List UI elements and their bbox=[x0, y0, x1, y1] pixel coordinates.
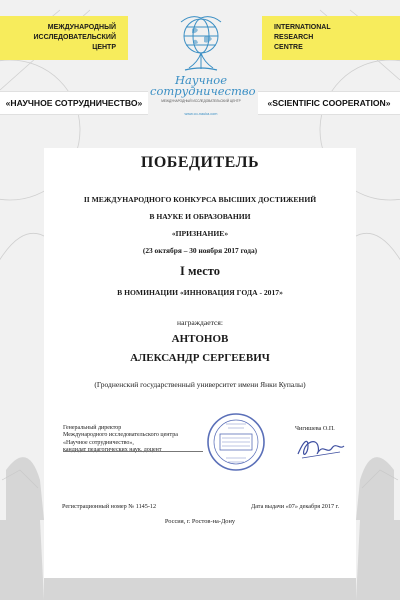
director-line: Генеральный директор bbox=[63, 425, 122, 431]
director-line: «Научное сотрудничество», bbox=[63, 439, 134, 446]
nomination: В НОМИНАЦИИ «ИННОВАЦИЯ ГОДА - 2017» bbox=[117, 288, 283, 297]
logo-title-line1: Научное bbox=[174, 73, 227, 87]
globe-tree-icon bbox=[171, 12, 231, 74]
logo-subtitle: МЕЖДУНАРОДНЫЙ ИССЛЕДОВАТЕЛЬСКИЙ ЦЕНТР bbox=[161, 99, 241, 103]
recipient-surname: АНТОНОВ bbox=[171, 333, 229, 345]
contest-dates: (23 октября – 30 ноября 2017 года) bbox=[142, 246, 258, 255]
center-name-ru-line: МЕЖДУНАРОДНЫЙ bbox=[47, 24, 116, 31]
center-name-en-line: CENTRE bbox=[274, 44, 303, 51]
issue-city: Россия, г. Ростов-на-Дону bbox=[164, 518, 236, 525]
logo-title-line2: сотрудничество bbox=[150, 84, 256, 98]
center-name-ru-line: ЦЕНТР bbox=[92, 44, 116, 51]
center-logo bbox=[150, 12, 256, 137]
issue-date: Дата выдачи «07» декабря 2017 г. bbox=[251, 503, 339, 510]
director-line: кандидат педагогических наук, доцент bbox=[63, 447, 162, 454]
banner-en: «SCIENTIFIC COOPERATION» bbox=[258, 91, 400, 115]
awarded-label: награждается: bbox=[177, 318, 223, 327]
award-place: I место bbox=[180, 264, 220, 278]
signer-name: Чигишева О.П. bbox=[295, 425, 335, 432]
contest-line-2: В НАУКЕ И ОБРАЗОВАНИИ bbox=[149, 212, 251, 221]
logo-url-link[interactable]: www.co-nauka.com bbox=[184, 112, 218, 116]
signature-line bbox=[63, 451, 203, 452]
center-name-ru-line: ИССЛЕДОВАТЕЛЬСКИЙ bbox=[33, 34, 116, 41]
center-name-en-line: RESEARCH bbox=[274, 34, 314, 41]
certificate-title: ПОБЕДИТЕЛЬ bbox=[140, 154, 260, 171]
center-name-ru-box bbox=[0, 16, 128, 60]
recipient-given-names: АЛЕКСАНДР СЕРГЕЕВИЧ bbox=[130, 352, 270, 364]
center-name-en-box bbox=[262, 16, 400, 60]
logo-title bbox=[150, 73, 256, 98]
official-stamp bbox=[206, 412, 266, 472]
contest-line-1: II МЕЖДУНАРОДНОГО КОНКУРСА ВЫСШИХ ДОСТИЖЕНИЙ bbox=[83, 195, 317, 204]
contest-name: «ПРИЗНАНИЕ» bbox=[171, 229, 229, 238]
director-line: Международного исследовательского центра bbox=[63, 432, 178, 439]
recipient-affiliation: (Гродненский государственный университет имени Янки Купалы) bbox=[94, 380, 306, 389]
handwritten-signature bbox=[294, 432, 348, 464]
banner-ru: «НАУЧНОЕ СОТРУДНИЧЕСТВО» bbox=[0, 91, 148, 115]
center-name-en-line: INTERNATIONAL bbox=[274, 24, 331, 31]
registration-number: Регистрационный номер № 1145-12 bbox=[62, 503, 157, 510]
